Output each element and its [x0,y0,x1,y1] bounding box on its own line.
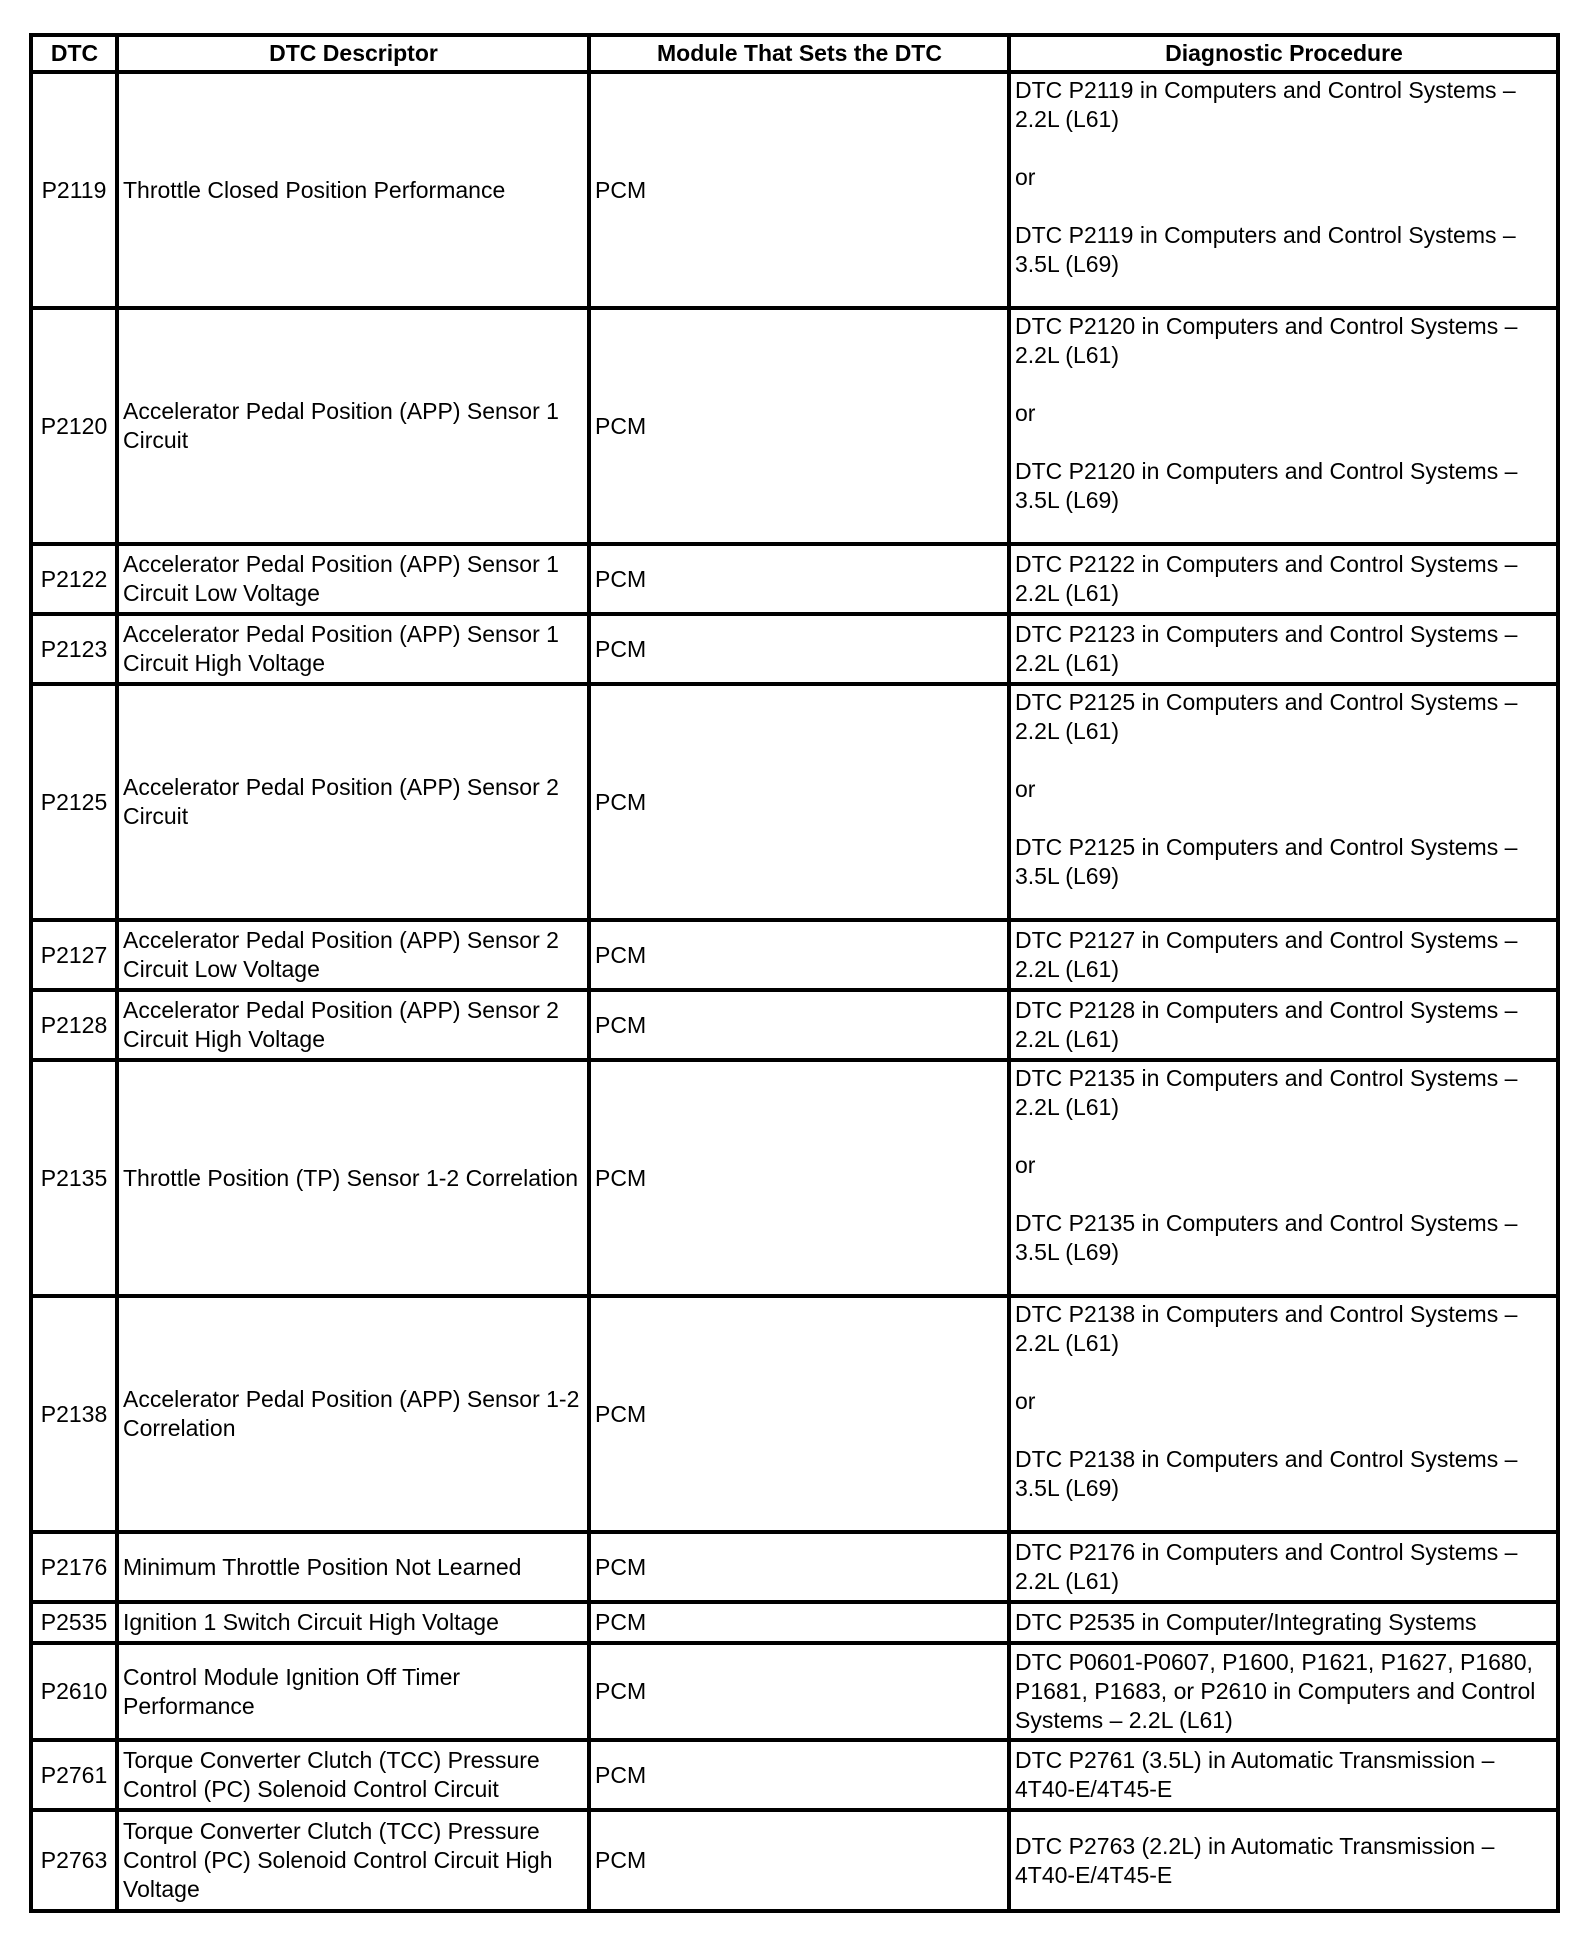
diagnostic-procedure-cell: DTC P0601-P0607, P1600, P1621, P1627, P1680, P1681, P1683, or P2610 in Computers and Control Systems – 2.2L (L61) [1009,1643,1558,1740]
dtc-code-cell: P2610 [31,1643,117,1740]
dtc-code-cell: P2127 [31,920,117,990]
table-row [31,1296,1558,1532]
dtc-descriptor-cell: Accelerator Pedal Position (APP) Sensor 2 Circuit High Voltage [117,990,589,1060]
diagnostic-procedure-cell: DTC P2176 in Computers and Control Systems – 2.2L (L61) [1009,1532,1558,1602]
dtc-code-cell: P2125 [31,684,117,920]
module-cell: PCM [589,1740,1009,1810]
dtc-descriptor-cell: Accelerator Pedal Position (APP) Sensor 1 Circuit Low Voltage [117,544,589,614]
diagnostic-procedure-cell: DTC P2122 in Computers and Control Systems – 2.2L (L61) [1009,544,1558,614]
dtc-descriptor-cell: Torque Converter Clutch (TCC) Pressure Control (PC) Solenoid Control Circuit High Voltage [117,1810,589,1911]
dtc-descriptor-cell: Ignition 1 Switch Circuit High Voltage [117,1602,589,1643]
diagnostic-procedure-cell: DTC P2535 in Computer/Integrating Systems [1009,1602,1558,1643]
header-module: Module That Sets the DTC [589,35,1009,72]
diagnostic-procedure-cell: DTC P2761 (3.5L) in Automatic Transmission – 4T40-E/4T45-E [1009,1740,1558,1810]
dtc-descriptor-cell: Accelerator Pedal Position (APP) Sensor 2 Circuit Low Voltage [117,920,589,990]
module-cell: PCM [589,990,1009,1060]
diagnostic-procedure-cell: DTC P2763 (2.2L) in Automatic Transmission – 4T40-E/4T45-E [1009,1810,1558,1911]
table-row [31,990,1558,1060]
dtc-descriptor-cell: Torque Converter Clutch (TCC) Pressure Control (PC) Solenoid Control Circuit [117,1740,589,1810]
diagnostic-procedure-cell: DTC P2123 in Computers and Control Systems – 2.2L (L61) [1009,614,1558,684]
diagnostic-procedure-cell: DTC P2128 in Computers and Control Systems – 2.2L (L61) [1009,990,1558,1060]
module-cell: PCM [589,1643,1009,1740]
table-body [31,72,1558,1911]
table-row [31,920,1558,990]
dtc-descriptor-cell: Throttle Position (TP) Sensor 1-2 Correlation [117,1060,589,1296]
header-procedure: Diagnostic Procedure [1009,35,1558,72]
dtc-code-cell: P2135 [31,1060,117,1296]
diagnostic-procedure-cell: DTC P2135 in Computers and Control Systems – 2.2L (L61) or DTC P2135 in Computers and Control Systems – 3.5L (L69) [1009,1060,1558,1296]
diagnostic-procedure-cell: DTC P2125 in Computers and Control Systems – 2.2L (L61) or DTC P2125 in Computers and Control Systems – 3.5L (L69) [1009,684,1558,920]
module-cell: PCM [589,684,1009,920]
dtc-descriptor-cell: Accelerator Pedal Position (APP) Sensor 2 Circuit [117,684,589,920]
dtc-code-cell: P2535 [31,1602,117,1643]
dtc-code-cell: P2128 [31,990,117,1060]
table-row [31,308,1558,544]
header-descriptor: DTC Descriptor [117,35,589,72]
module-cell: PCM [589,1060,1009,1296]
module-cell: PCM [589,1810,1009,1911]
module-cell: PCM [589,1532,1009,1602]
module-cell: PCM [589,308,1009,544]
table-row [31,1532,1558,1602]
dtc-code-cell: P2120 [31,308,117,544]
dtc-descriptor-cell: Throttle Closed Position Performance [117,72,589,308]
module-cell: PCM [589,920,1009,990]
table-header-row [31,35,1558,72]
diagnostic-procedure-cell: DTC P2138 in Computers and Control Systems – 2.2L (L61) or DTC P2138 in Computers and Control Systems – 3.5L (L69) [1009,1296,1558,1532]
dtc-descriptor-cell: Accelerator Pedal Position (APP) Sensor 1 Circuit [117,308,589,544]
module-cell: PCM [589,614,1009,684]
module-cell: PCM [589,544,1009,614]
table-row [31,614,1558,684]
table-row [31,1602,1558,1643]
diagnostic-procedure-cell: DTC P2120 in Computers and Control Systems – 2.2L (L61) or DTC P2120 in Computers and Control Systems – 3.5L (L69) [1009,308,1558,544]
dtc-code-cell: P2176 [31,1532,117,1602]
dtc-descriptor-cell: Accelerator Pedal Position (APP) Sensor 1-2 Correlation [117,1296,589,1532]
dtc-code-cell: P2763 [31,1810,117,1911]
module-cell: PCM [589,72,1009,308]
dtc-code-cell: P2119 [31,72,117,308]
module-cell: PCM [589,1602,1009,1643]
table-row [31,1643,1558,1740]
table-row [31,1060,1558,1296]
table-row [31,544,1558,614]
dtc-descriptor-cell: Control Module Ignition Off Timer Performance [117,1643,589,1740]
table-row [31,684,1558,920]
table-row [31,1810,1558,1911]
table-row [31,72,1558,308]
table-row [31,1740,1558,1810]
dtc-code-cell: P2122 [31,544,117,614]
dtc-code-cell: P2138 [31,1296,117,1532]
diagnostic-procedure-cell: DTC P2119 in Computers and Control Systems – 2.2L (L61) or DTC P2119 in Computers and Control Systems – 3.5L (L69) [1009,72,1558,308]
dtc-descriptor-cell: Accelerator Pedal Position (APP) Sensor 1 Circuit High Voltage [117,614,589,684]
header-dtc: DTC [31,35,117,72]
dtc-descriptor-cell: Minimum Throttle Position Not Learned [117,1532,589,1602]
diagnostic-procedure-cell: DTC P2127 in Computers and Control Systems – 2.2L (L61) [1009,920,1558,990]
dtc-code-cell: P2761 [31,1740,117,1810]
dtc-code-cell: P2123 [31,614,117,684]
dtc-table [29,33,1560,1913]
module-cell: PCM [589,1296,1009,1532]
